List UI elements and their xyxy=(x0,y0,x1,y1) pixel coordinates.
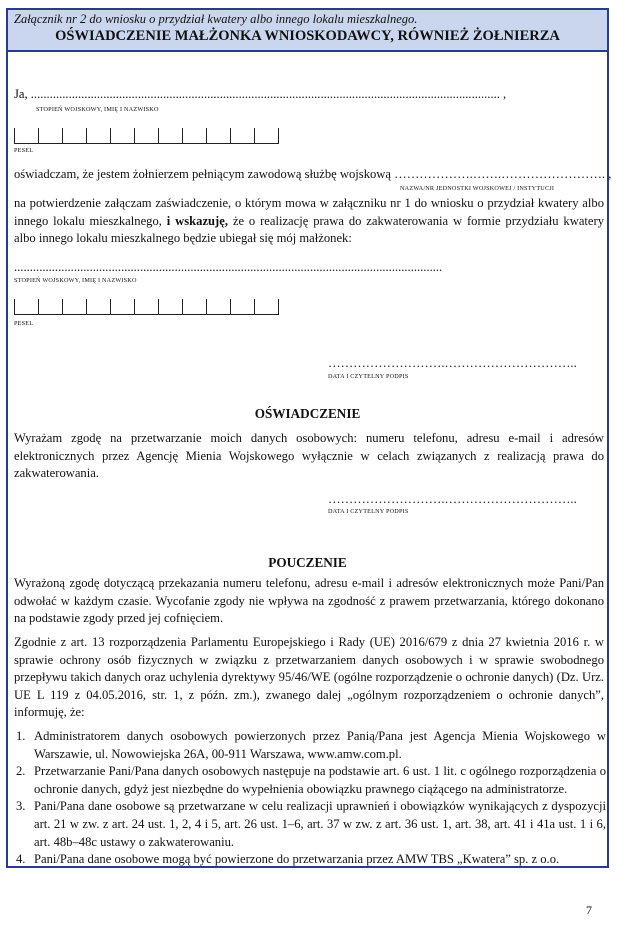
service-statement[interactable]: oświadczam, że jestem żołnierzem pełniącym zawodową służbę wojskową ……………….…….……………………. , xyxy=(14,167,612,181)
list-item-text: Przetwarzanie Pani/Pana danych osobowych następuje na podstawie art. 6 ust. 1 lit. c ogólnego rozporządzenia o ochronie danych, gdyż jest niezbędne do wypełnienia obowiązku prawnego ciążącego na administratorze. xyxy=(34,764,606,796)
signature-line-1[interactable]: ……………………….………………………….. xyxy=(328,356,577,370)
spouse-name-line[interactable]: ........................................................................................................................................ xyxy=(14,260,443,274)
confirmation-text-2: że o realizację prawa do zakwaterowania w formie przydziału kwatery albo innego lokalu mieszkalnego będzie ubiegał się mój małżonek: xyxy=(14,213,604,246)
confirmation-paragraph xyxy=(14,195,604,248)
instruction-heading: POUCZENIE xyxy=(268,555,347,570)
spouse-name-label: STOPIEŃ WOJSKOWY, IMIĘ I NAZWISKO xyxy=(14,277,137,284)
list-item xyxy=(16,763,606,798)
list-item-number: 3. xyxy=(16,799,26,814)
information-list xyxy=(16,728,606,869)
list-item-number: 2. xyxy=(16,764,26,779)
list-item-number: 1. xyxy=(16,729,26,743)
list-item xyxy=(16,728,606,763)
signature-label-2: DATA I CZYTELNY PODPIS xyxy=(328,508,409,515)
form-title: OŚWIADCZENIE MAŁŻONKA WNIOSKODAWCY, RÓWNIEŻ ŻOŁNIERZA xyxy=(55,28,560,44)
signature-line-2[interactable]: ……………………….………………………….. xyxy=(328,492,577,506)
list-item-number: 4. xyxy=(16,852,26,867)
attachment-note: Załącznik nr 2 do wniosku o przydział kwatery albo innego lokalu mieszkalnego. xyxy=(14,12,418,26)
pesel-boxes[interactable] xyxy=(14,128,279,144)
page-number: 7 xyxy=(586,903,592,917)
spouse-pesel-label: PESEL xyxy=(14,320,34,327)
instruction-paragraph-2: Zgodnie z art. 13 rozporządzenia Parlamentu Europejskiego i Rady (UE) 2016/679 z dnia 27 kwietnia 2016 r. w sprawie ochrony osób fizycznych w związku z przetwarzaniem danych osobowych i w sprawie swobodnego przepływu takich danych oraz uchylenia dyrektywy 95/46/WE (ogólne rozporządzenie o ochronie danych) (Dz. Urz. UE L 119 z 04.05.2016, str. 1, z późn. zm.), zwanego dalej „ogólnym rozporządzeniem o ochronie danych”, informuję, że: xyxy=(14,635,604,720)
consent-text: Wyrażam zgodę na przetwarzanie moich danych osobowych: numeru telefonu, adresu e-mail i adresów elektronicznych przez Agencję Mienia Wojskowego wyłącznie w celach związanych z realizacją prawa do zakwaterowania. xyxy=(14,431,604,481)
list-item xyxy=(16,851,606,869)
list-item xyxy=(16,798,606,851)
signature-label-1: DATA I CZYTELNY PODPIS xyxy=(328,373,409,380)
form-header xyxy=(8,10,607,52)
spouse-pesel-boxes[interactable] xyxy=(14,299,279,315)
name-field-line[interactable]: Ja, ..................................................................................................................................................... , xyxy=(14,87,507,101)
list-item-text: Pani/Pana dane osobowe są przetwarzane w celu realizacji uprawnień i obowiązków wynikających z dyspozycji art. 21 w zw. z art. 24 ust. 1, 2, 4 i 5, art. 26 ust. 1–6, art. 37 w zw. z art. 36 ust. 1, art. 38, art. 41 i 41a ust. 1 i 6, art. 48b–48c ustawy o zakwaterowaniu. xyxy=(34,799,606,849)
pesel-label: PESEL xyxy=(14,147,34,154)
unit-label: NAZWA/NR JEDNOSTKI WOJSKOWEJ / INSTYTUCJI xyxy=(400,185,555,192)
list-item-text: Administratorem danych osobowych powierzonych przez Panią/Pana jest Agencja Mienia Wojskowego w Warszawie, ul. Nowowiejska 26A, 00-911 Warszawa, www.amw.com.pl. xyxy=(34,729,606,761)
list-item-text: Pani/Pana dane osobowe mogą być powierzone do przetwarzania przez AMW TBS „Kwatera” sp. z o.o. xyxy=(34,852,560,867)
instruction-paragraph-1: Wyrażoną zgodę dotyczącą przekazania numeru telefonu, adresu e-mail i adresów elektronicznych może Pani/Pan odwołać w każdym czasie. Wycofanie zgody nie wpływa na zgodność z prawem przetwarzania, którego dokonano na podstawie zgody przed jej cofnięciem. xyxy=(14,576,604,626)
name-field-label: STOPIEŃ WOJSKOWY, IMIĘ I NAZWISKO xyxy=(36,106,159,113)
confirmation-text-1: na potwierdzenie załączam zaświadczenie, o którym mowa w załączniku nr 1 do wniosku o przydział kwatery albo innego lokalu mieszkalnego, xyxy=(14,196,604,228)
form-frame xyxy=(6,8,612,868)
confirmation-emphasis: i wskazuję, xyxy=(166,213,228,228)
consent-heading: OŚWIADCZENIE xyxy=(254,406,361,421)
